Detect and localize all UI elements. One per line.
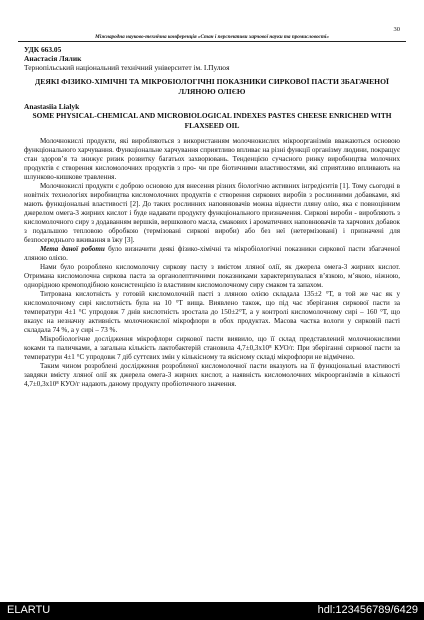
paragraph: Титрована кислотність у готовій кисломолочній пасті з лляною олією складала 135±2 °Т, в той же час як у кисломолочному сирі кислотність була на 10 °Т вища. Виявлено також, що під час зберігання сиркової пасти за температури 4±1 °С упродовж 7 днів кислотність зростала до 150±2°Т, а у контролі кисломолочному сирі – 160 °Т, що вказує на незначну активність молочнокислої мікрофлори в обох продуктах. Масова частка вологи у сирковій пасті складала 74 %, а у сирі – 73 %. (24, 290, 400, 334)
author-name-ua: Анастасія Лялик (24, 54, 82, 63)
aim-runin-label: Мета даної роботи (40, 245, 105, 253)
running-header: Міжнародна науково-технічна конференція «Стан і перспективи харчової науки та промисловості» (18, 34, 406, 42)
article-body (24, 45, 400, 389)
paragraph-aim (24, 245, 400, 263)
author-name-en: Anastasiia Lialyk (24, 102, 80, 111)
paragraph: Молочнокислі продукти, які виробляються з використанням молочнокислих мікроорганізмів вважаються основою функціонального харчування. Функціональне харчування сприятливо впливає на різні функції організму людини, покращує стан здоров’я та знижує ризик розвитку багатьох захворювань. Тенденцією сучасного ринку виробництва молочних продуктів є створення кисломолочних продуктів з про- чи пре біотичними властивостями, які сприятливо впливають на шлунково-кишкове травлення. (24, 137, 400, 181)
paragraph: Нами було розроблено кисломолочну сиркову пасту з вмістом лляної олії, як джерела омега-3 жирних кислот. Отримана кисломолочна сиркова паста за органолептичними показниками характеризувалася в’язкою, м’якою, ніжною, однорідною кремоподібною консистенцією із властивим кисломолочному сиру смаком та запахом. (24, 263, 400, 289)
paragraph: Мікробіологічне дослідження мікрофлори сиркової пасти виявило, що її склад представлений молочнокислими коками та паличками, а загальна кількість лактобактерій становила 4,7±0,3х10⁸ КУО/г. При зберіганні сиркової пасти за температури 4±1 °С упродовж 7 діб суттєвих змін у кількісному та якісному складі мікрофлори не відмічено. (24, 335, 400, 361)
article-title-en: SOME PHYSICAL-CHEMICAL AND MICROBIOLOGICAL INDEXES PASTES CHEESE ENRICHED WITH FLAXSEED OIL (32, 111, 392, 130)
paragraph: Таким чином розроблені дослідження розробленої кисломолочної пасти вказують на її функціональні властивості завдяки вмісту лляної олії як джерела омега-3 жирних кислот, а наявність кисломолочних мікроорганізмів в кількості 4,7±0,3х10⁸ КУО/г надають даному продукту пробіотичного значення. (24, 362, 400, 388)
author-affiliation: Тернопільський національний технічний університет ім. І.Пулюя (24, 63, 230, 72)
aim-text: було визначити деякі фізико-хімічні та мікробіологічні показники сиркової пасти збагаченої лляною олією. (24, 245, 400, 262)
udc-code: УДК 663.05 (24, 45, 62, 54)
repository-label: ELARTU (7, 604, 51, 616)
paragraph: Молочнокислі продукти є доброю основою для внесення різних біологічно активних інгредієнтів [1]. Тому сьогодні в новітніх технологіях виробництва кисломолочних продуктів є створення сиркових виробів з рослинними добавками, які мають функціональні властивості [2]. До таких рослинних наповнювачів можна віднести лляну олію, яка є повноцінним джерелом омега-3 жирних кислот і буде надавати продукту функціонального призначення. Сиркові вироби - виробляють з кисломолочного сиру з додаванням вершків, вершкового масла, смакових і ароматичних наповнювачів та харчових добавок з подальшою тепловою обробкою (термізовані сиркові вироби) або без неї (нетермізовані) і призначені для безпосереднього вживання в їжу [3]. (24, 182, 400, 244)
handle-identifier: hdl:123456789/6429 (317, 604, 418, 616)
page-number: 30 (393, 26, 400, 33)
viewer-footer-bar (0, 602, 424, 620)
article-title-ua: ДЕЯКІ ФІЗИКО-ХІМІЧНІ ТА МІКРОБІОЛОГІЧНІ ПОКАЗНИКИ СИРКОВОЇ ПАСТИ ЗБАГАЧЕНОЇ ЛЛЯНОЮ ОЛІЄЮ (35, 77, 389, 96)
